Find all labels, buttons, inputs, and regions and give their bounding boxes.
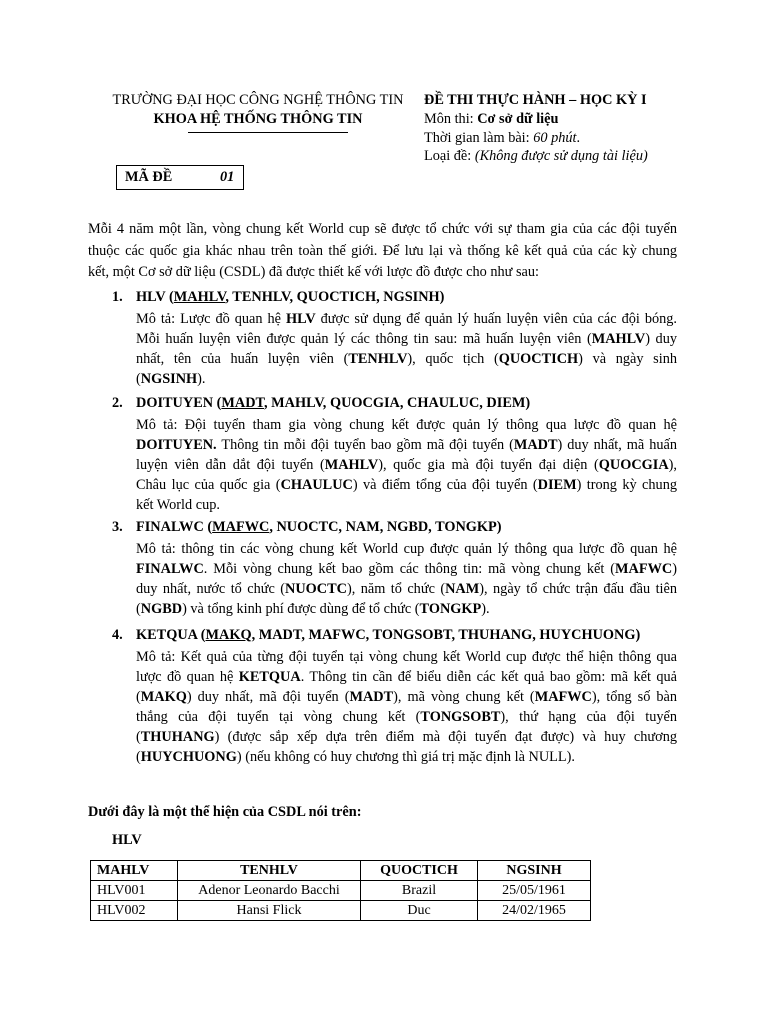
- attribute-name: QUOCTICH: [498, 351, 579, 367]
- primary-key: MAHLV: [173, 289, 226, 305]
- attribute-list: , MAHLV, QUOCGIA, CHAULUC, DIEM): [264, 395, 531, 411]
- description-text: nhất, tên của huấn luyện viên (: [136, 351, 349, 367]
- description-line: [136, 667, 677, 687]
- description-text: ): [672, 561, 677, 577]
- attribute-name: MADT: [513, 437, 558, 453]
- attribute-name: NAM: [445, 581, 480, 597]
- description-text: . Thông tin cần để biểu diễn các kết quả bao gồm: mã kết quả: [300, 669, 677, 685]
- attribute-name: KETQUA: [238, 669, 301, 685]
- time-suffix: .: [576, 130, 581, 146]
- attribute-list: , NUOCTC, NAM, NGBD, TONGKP): [269, 519, 502, 535]
- description-text: thắng của đội tuyển tại vòng chung kết (: [136, 709, 421, 725]
- attribute-name: MAHLV: [324, 457, 379, 473]
- faculty-underline: [188, 132, 348, 133]
- attribute-list: , TENHLV, QUOCTICH, NGSINH): [225, 289, 445, 305]
- description-line: [136, 349, 677, 369]
- attribute-name: DOITUYEN.: [136, 437, 217, 453]
- intro-line: kết, một Cơ sở dữ liệu (CSDL) đã được thiết kế với lược đồ được cho như sau:: [88, 264, 539, 280]
- description-text: Thông tin mỗi đội tuyển bao gồm mã đội tuyển (: [216, 437, 514, 453]
- description-line: [136, 369, 677, 389]
- description-text: ), tổng số bàn: [591, 689, 677, 705]
- subject-label: Môn thi:: [424, 111, 478, 127]
- attribute-name: HUYCHUONG: [140, 749, 237, 765]
- table-cell: Adenor Leonardo Bacchi: [178, 881, 361, 901]
- section-description: [136, 539, 677, 619]
- attribute-name: NGSINH: [140, 371, 198, 387]
- attribute-name: CHAULUC: [280, 477, 353, 493]
- description-line: [136, 455, 677, 475]
- description-text: ), thứ hạng của đội tuyển: [500, 709, 677, 725]
- description-line: [136, 747, 677, 767]
- exam-time: [424, 130, 580, 147]
- schema-heading: [136, 519, 502, 536]
- description-line: [136, 687, 677, 707]
- table-title: HLV: [112, 832, 142, 848]
- intro-paragraph: [88, 219, 677, 284]
- description-text: Mô tả: Kết quả của từng đội tuyển tại vòng chung kết World cup được thể hiện thông qua: [136, 649, 677, 665]
- column-header: MAHLV: [91, 861, 178, 881]
- attribute-name: DIEM: [537, 477, 577, 493]
- exam-type: [424, 148, 648, 165]
- exam-code-box: [116, 165, 244, 190]
- exam-code-value: 01: [220, 169, 235, 185]
- description-text: ).: [481, 601, 490, 617]
- schema-heading: [136, 395, 530, 412]
- section-description: [136, 415, 677, 515]
- attribute-list: , MADT, MAFWC, TONGSOBT, THUHANG, HUYCHUONG): [251, 627, 641, 643]
- description-line: [136, 727, 677, 747]
- description-text: ) duy nhất, mã đội tuyển (: [186, 689, 350, 705]
- description-line: [136, 309, 677, 329]
- description-text: (: [136, 601, 141, 617]
- faculty-name: KHOA HỆ THỐNG THÔNG TIN: [153, 111, 363, 127]
- description-line: [136, 415, 677, 435]
- description-text: ) trong kỳ chung: [576, 477, 677, 493]
- description-text: . Mỗi vòng chung kết bao gồm các thông tin: mã vòng chung kết (: [203, 561, 616, 577]
- description-text: ) và tổng kinh phí được dùng để tổ chức (: [182, 601, 420, 617]
- section-number: 1.: [112, 289, 123, 305]
- description-text: ).: [197, 371, 206, 387]
- description-text: ) và điểm tổng của đội tuyển (: [352, 477, 538, 493]
- description-line: [136, 435, 677, 455]
- description-text: (: [136, 729, 141, 745]
- primary-key: MAKQ: [205, 627, 252, 643]
- description-line: [136, 539, 677, 559]
- section-number: 2.: [112, 395, 123, 411]
- description-text: Mô tả: Lược đồ quan hệ: [136, 311, 286, 327]
- attribute-name: MADT: [349, 689, 394, 705]
- exam-code-label: MÃ ĐỀ: [125, 169, 173, 185]
- section-description: [136, 647, 677, 767]
- table-cell: HLV001: [91, 881, 178, 901]
- column-header: NGSINH: [478, 861, 591, 881]
- section-number: 4.: [112, 627, 123, 643]
- description-text: ),: [668, 457, 677, 473]
- schema-heading: [136, 627, 640, 644]
- description-text: ), mã vòng chung kết (: [393, 689, 535, 705]
- attribute-name: NGBD: [140, 601, 183, 617]
- instance-heading: Dưới đây là một thể hiện của CSDL nói trên:: [88, 804, 362, 820]
- relation-name: HLV (: [136, 289, 174, 305]
- section-number: 3.: [112, 519, 123, 535]
- table-cell: Brazil: [361, 881, 478, 901]
- table-row: [91, 901, 591, 921]
- attribute-name: QUOCGIA: [598, 457, 669, 473]
- attribute-name: THUHANG: [140, 729, 215, 745]
- description-text: Mô tả: thông tin các vòng chung kết World cup được quản lý thông qua lược đồ quan hệ: [136, 541, 677, 557]
- description-text: Mỗi huấn luyện viên được quản lý các thông tin sau: mã huấn luyện viên (: [136, 331, 592, 347]
- description-text: Mô tả: Đội tuyển tham gia vòng chung kết được quản lý thông qua lược đồ quan hệ: [136, 417, 677, 433]
- table-cell: Hansi Flick: [178, 901, 361, 921]
- description-line: [136, 599, 677, 619]
- attribute-name: MAFWC: [615, 561, 673, 577]
- section-description: [136, 309, 677, 389]
- table-cell: Duc: [361, 901, 478, 921]
- attribute-name: TONGSOBT: [420, 709, 501, 725]
- table-row: [91, 881, 591, 901]
- description-text: ) duy nhất, mã huấn: [557, 437, 678, 453]
- type-label: Loại đề:: [424, 148, 475, 164]
- description-line: [136, 559, 677, 579]
- relation-name: KETQUA (: [136, 627, 206, 643]
- school-name: TRƯỜNG ĐẠI HỌC CÔNG NGHỆ THÔNG TIN: [112, 92, 404, 108]
- attribute-name: NUOCTC: [285, 581, 347, 597]
- description-text: ) (được sắp xếp dựa trên điểm mà đội tuyển đạt được) và huy chương: [214, 729, 677, 745]
- exam-subject: [424, 111, 558, 128]
- description-line: [136, 329, 677, 349]
- attribute-name: HLV: [286, 311, 316, 327]
- description-text: luyện viên dẫn dắt đội tuyển (: [136, 457, 325, 473]
- attribute-name: FINALWC: [136, 561, 204, 577]
- table-cell: HLV002: [91, 901, 178, 921]
- relation-name: FINALWC (: [136, 519, 213, 535]
- schema-heading: [136, 289, 444, 306]
- attribute-name: TENHLV: [348, 351, 408, 367]
- table-cell: 24/02/1965: [478, 901, 591, 921]
- description-text: ), ngày tổ chức trận đấu đầu tiên: [479, 581, 678, 597]
- description-line: [136, 579, 677, 599]
- hlv-table: [90, 860, 591, 921]
- primary-key: MADT: [221, 395, 265, 411]
- table-cell: 25/05/1961: [478, 881, 591, 901]
- description-text: duy nhất, nước tổ chức (: [136, 581, 286, 597]
- description-text: ), quốc tịch (: [407, 351, 499, 367]
- description-text: ) và ngày sinh: [578, 351, 677, 367]
- description-text: ), năm tổ chức (: [347, 581, 446, 597]
- description-text: kết World cup.: [136, 497, 220, 513]
- intro-line: thuộc các quốc gia khác nhau trên toàn thế giới. Để lưu lại và thống kê kết quả của các kỳ chung: [88, 242, 677, 259]
- attribute-name: MAKQ: [140, 689, 187, 705]
- type-value: (Không được sử dụng tài liệu): [474, 148, 648, 164]
- time-value: 60 phút: [533, 130, 577, 146]
- attribute-name: MAHLV: [591, 331, 646, 347]
- description-text: ), quốc gia mà đội tuyển đại diện (: [378, 457, 599, 473]
- description-text: ) (nếu không có huy chương thì giá trị mặc định là NULL).: [236, 749, 575, 765]
- time-label: Thời gian làm bài:: [424, 130, 534, 146]
- description-text: lược đồ quan hệ: [136, 669, 239, 685]
- description-text: (: [136, 749, 141, 765]
- primary-key: MAFWC: [212, 519, 270, 535]
- attribute-name: TONGKP: [419, 601, 482, 617]
- intro-line: Mỗi 4 năm một lần, vòng chung kết World cup sẽ được tổ chức với sự tham gia của các đội tuyển: [88, 221, 677, 237]
- description-text: ) duy: [645, 331, 678, 347]
- exam-title: ĐỀ THI THỰC HÀNH – HỌC KỲ I: [424, 92, 647, 108]
- attribute-name: MAFWC: [534, 689, 592, 705]
- subject-value: Cơ sở dữ liệu: [477, 111, 559, 127]
- description-text: (: [136, 689, 141, 705]
- column-header: TENHLV: [178, 861, 361, 881]
- description-text: Châu lục của quốc gia (: [136, 477, 281, 493]
- relation-name: DOITUYEN (: [136, 395, 222, 411]
- description-line: [136, 707, 677, 727]
- description-line: [136, 647, 677, 667]
- description-text: được sử dụng để quản lý huấn luyện viên của các đội bóng.: [315, 311, 677, 327]
- description-line: [136, 475, 677, 495]
- description-text: (: [136, 371, 141, 387]
- description-line: [136, 495, 677, 515]
- column-header: QUOCTICH: [361, 861, 478, 881]
- table-header-row: [91, 861, 591, 881]
